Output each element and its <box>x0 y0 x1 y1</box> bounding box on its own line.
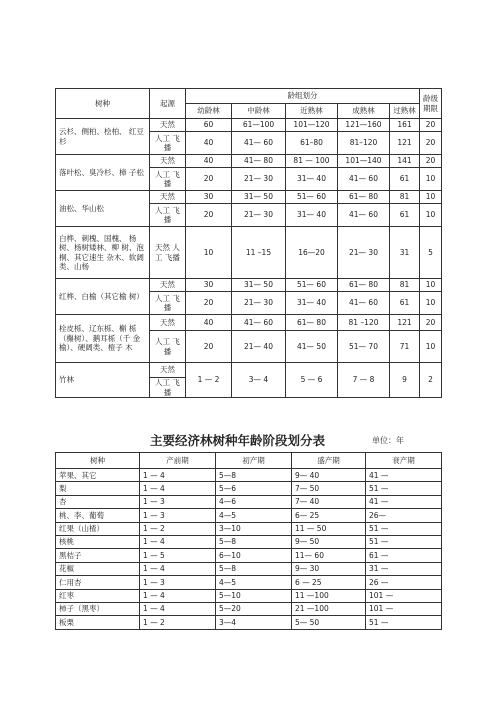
over-cell: 161 <box>390 119 420 132</box>
pre-production-cell: 1 — 4 <box>140 482 216 495</box>
near-cell: 61–80 <box>286 132 338 155</box>
over-cell: 61 <box>390 292 420 315</box>
near-cell: 61— 80 <box>286 315 338 331</box>
peak-production-cell: 6— 25 <box>292 509 366 522</box>
table-row <box>56 589 442 602</box>
tree-cell: 桃、李、葡萄 <box>56 509 140 522</box>
header-over: 过熟林 <box>390 104 420 119</box>
middle-cell: 3— 4 <box>232 363 286 398</box>
peak-production-cell: 6 — 25 <box>292 576 366 589</box>
tree-cell: 杏 <box>56 495 140 508</box>
species-cell: 云杉、侧柏、桧柏、 红豆杉 <box>56 119 150 155</box>
mature-cell: 7 — 8 <box>338 363 390 398</box>
table-row <box>56 315 442 331</box>
middle-cell: 41— 80 <box>232 155 286 168</box>
header-tree: 树种 <box>56 453 140 469</box>
table-row <box>56 509 442 522</box>
mature-cell: 81 –120 <box>338 315 390 331</box>
tree-cell: 柿子（黑枣） <box>56 602 140 615</box>
header-peak-production: 盛产期 <box>292 453 366 469</box>
peak-production-cell: 11 — 50 <box>292 522 366 535</box>
over-cell: 141 <box>390 155 420 168</box>
level-cell: 20 <box>420 155 442 168</box>
over-cell: 121 <box>390 315 420 331</box>
table-row <box>56 522 442 535</box>
young-cell: 30 <box>186 191 232 204</box>
table2-body <box>56 469 442 630</box>
peak-production-cell: 11— 60 <box>292 549 366 562</box>
middle-cell: 21— 30 <box>232 204 286 227</box>
species-cell: 白桦、刺槐、国槐、 杨树、杨树矮林、柳 树、泡桐、其它速生 杂木、软阔类、山杨 <box>56 227 150 279</box>
over-cell: 61 <box>390 204 420 227</box>
level-cell: 20 <box>420 132 442 155</box>
declining-production-cell: 26 — <box>366 576 442 589</box>
pre-production-cell: 1 — 3 <box>140 495 216 508</box>
header-initial-production: 初产期 <box>216 453 292 469</box>
species-cell: 油松、华山松 <box>56 191 150 227</box>
table-row <box>56 616 442 629</box>
header-near: 近熟林 <box>286 104 338 119</box>
initial-production-cell: 5—10 <box>216 589 292 602</box>
mature-cell: 61— 80 <box>338 191 390 204</box>
initial-production-cell: 5—6 <box>216 482 292 495</box>
mature-cell: 61— 80 <box>338 279 390 292</box>
young-cell: 40 <box>186 315 232 331</box>
economic-forest-table <box>55 452 442 630</box>
level-cell: 10 <box>420 191 442 204</box>
declining-production-cell: 31 — <box>366 562 442 575</box>
table-row <box>56 482 442 495</box>
young-cell: 10 <box>186 227 232 279</box>
peak-production-cell: 5— 50 <box>292 616 366 629</box>
table-row <box>56 549 442 562</box>
young-cell: 20 <box>186 168 232 191</box>
table2-unit: 单位：年 <box>372 436 404 445</box>
middle-cell: 31— 50 <box>232 279 286 292</box>
initial-production-cell: 5—8 <box>216 562 292 575</box>
pre-production-cell: 1 — 3 <box>140 509 216 522</box>
mature-cell: 51— 70 <box>338 331 390 363</box>
table-row <box>56 469 442 482</box>
pre-production-cell: 1 — 4 <box>140 562 216 575</box>
level-cell: 10 <box>420 279 442 292</box>
tree-cell: 梨 <box>56 482 140 495</box>
pre-production-cell: 1 — 4 <box>140 589 216 602</box>
mature-cell: 121—160 <box>338 119 390 132</box>
over-cell: 31 <box>390 227 420 279</box>
declining-production-cell: 51 — <box>366 522 442 535</box>
initial-production-cell: 5—20 <box>216 602 292 615</box>
pre-production-cell: 1 — 4 <box>140 535 216 548</box>
young-cell: 40 <box>186 155 232 168</box>
origin-cell: 天然 <box>150 155 186 168</box>
tree-cell: 核桃 <box>56 535 140 548</box>
over-cell: 61 <box>390 168 420 191</box>
origin-cell: 天然 <box>150 191 186 204</box>
tree-cell: 红果（山楂） <box>56 522 140 535</box>
declining-production-cell: 51 — <box>366 616 442 629</box>
initial-production-cell: 5—8 <box>216 469 292 482</box>
table-row <box>56 562 442 575</box>
pre-production-cell: 1 — 5 <box>140 549 216 562</box>
near-cell: 31— 40 <box>286 204 338 227</box>
origin-cell: 天然 <box>150 119 186 132</box>
initial-production-cell: 3—10 <box>216 522 292 535</box>
young-cell: 20 <box>186 331 232 363</box>
near-cell: 31— 40 <box>286 168 338 191</box>
peak-production-cell: 11 —100 <box>292 589 366 602</box>
level-cell: 10 <box>420 168 442 191</box>
level-cell: 2 <box>420 363 442 398</box>
origin-cell: 天然 <box>150 279 186 292</box>
declining-production-cell: 51 — <box>366 482 442 495</box>
tree-cell: 仁用杏 <box>56 576 140 589</box>
mature-cell: 41— 60 <box>338 168 390 191</box>
initial-production-cell: 4—5 <box>216 576 292 589</box>
tree-cell: 黑桔子 <box>56 549 140 562</box>
table2-title: 主要经济林树种年龄阶段划分表 <box>150 433 326 448</box>
tree-cell: 板栗 <box>56 616 140 629</box>
young-cell: 20 <box>186 292 232 315</box>
species-cell: 红桦、白榆（其它榆 树） <box>56 279 150 315</box>
origin-cell: 天然 <box>150 363 186 378</box>
table-row <box>56 119 442 132</box>
header-species: 树种 <box>56 89 150 119</box>
middle-cell: 21— 30 <box>232 292 286 315</box>
header-mature: 成熟林 <box>338 104 390 119</box>
initial-production-cell: 4—5 <box>216 509 292 522</box>
young-cell: 60 <box>186 119 232 132</box>
mature-cell: 101—140 <box>338 155 390 168</box>
mature-cell: 41— 60 <box>338 292 390 315</box>
pre-production-cell: 1 — 4 <box>140 602 216 615</box>
origin-cell: 天然 人工 飞播 <box>150 227 186 279</box>
table-row <box>56 535 442 548</box>
peak-production-cell: 9— 30 <box>292 562 366 575</box>
table-row <box>56 227 442 279</box>
origin-cell: 人工 飞播 <box>150 331 186 363</box>
peak-production-cell: 9— 40 <box>292 469 366 482</box>
initial-production-cell: 4—6 <box>216 495 292 508</box>
table-row <box>56 191 442 204</box>
peak-production-cell: 7— 40 <box>292 495 366 508</box>
young-cell: 20 <box>186 204 232 227</box>
young-cell: 40 <box>186 132 232 155</box>
middle-cell: 21— 40 <box>232 331 286 363</box>
header-declining-production: 衰产期 <box>366 453 442 469</box>
declining-production-cell: 101 — <box>366 602 442 615</box>
initial-production-cell: 3—4 <box>216 616 292 629</box>
middle-cell: 31— 50 <box>232 191 286 204</box>
level-cell: 10 <box>420 292 442 315</box>
over-cell: 9 <box>390 363 420 398</box>
origin-cell: 人工 飞播 <box>150 132 186 155</box>
header-pre-production: 产前期 <box>140 453 216 469</box>
age-group-table <box>55 88 442 398</box>
pre-production-cell: 1 — 4 <box>140 469 216 482</box>
level-cell: 10 <box>420 331 442 363</box>
near-cell: 51— 60 <box>286 279 338 292</box>
tree-cell: 苹果、其它 <box>56 469 140 482</box>
near-cell: 5 — 6 <box>286 363 338 398</box>
near-cell: 51— 60 <box>286 191 338 204</box>
middle-cell: 11 –15 <box>232 227 286 279</box>
level-cell: 20 <box>420 119 442 132</box>
level-cell: 5 <box>420 227 442 279</box>
over-cell: 71 <box>390 331 420 363</box>
over-cell: 121 <box>390 132 420 155</box>
young-cell: 1 — 2 <box>186 363 232 398</box>
table-row <box>56 279 442 292</box>
mature-cell: 81–120 <box>338 132 390 155</box>
level-cell: 10 <box>420 204 442 227</box>
origin-cell: 天然 <box>150 315 186 331</box>
pre-production-cell: 1 — 3 <box>140 576 216 589</box>
species-cell: 竹林 <box>56 363 150 398</box>
table-row <box>56 495 442 508</box>
header-middle: 中龄林 <box>232 104 286 119</box>
table-row <box>56 363 442 378</box>
declining-production-cell: 101 — <box>366 589 442 602</box>
initial-production-cell: 6—10 <box>216 549 292 562</box>
origin-cell: 人工 飞播 <box>150 292 186 315</box>
species-cell: 栓皮栎、辽东栎、槲 栎（槲树）、鹅耳栎（千 金榆）、硬阔类、榿子 木 <box>56 315 150 363</box>
middle-cell: 41— 60 <box>232 315 286 331</box>
near-cell: 16—20 <box>286 227 338 279</box>
declining-production-cell: 51 — <box>366 535 442 548</box>
table-row <box>56 155 442 168</box>
declining-production-cell: 26— <box>366 509 442 522</box>
header-young: 幼龄林 <box>186 104 232 119</box>
over-cell: 81 <box>390 191 420 204</box>
pre-production-cell: 1 — 2 <box>140 616 216 629</box>
tree-cell: 红枣 <box>56 589 140 602</box>
declining-production-cell: 41 — <box>366 495 442 508</box>
declining-production-cell: 41 — <box>366 469 442 482</box>
initial-production-cell: 5—8 <box>216 535 292 548</box>
young-cell: 30 <box>186 279 232 292</box>
peak-production-cell: 7— 50 <box>292 482 366 495</box>
middle-cell: 61—100 <box>232 119 286 132</box>
mature-cell: 41— 60 <box>338 204 390 227</box>
near-cell: 41— 50 <box>286 331 338 363</box>
origin-cell: 人工 飞播 <box>150 204 186 227</box>
origin-cell: 人工 飞播 <box>150 168 186 191</box>
near-cell: 101—120 <box>286 119 338 132</box>
declining-production-cell: 61 — <box>366 549 442 562</box>
pre-production-cell: 1 — 2 <box>140 522 216 535</box>
species-cell: 落叶松、臭冷杉、樟 子松 <box>56 155 150 191</box>
level-cell: 20 <box>420 315 442 331</box>
mature-cell: 21— 30 <box>338 227 390 279</box>
header-age-group: 龄组划分 <box>186 89 420 104</box>
middle-cell: 21— 30 <box>232 168 286 191</box>
tree-cell: 花椒 <box>56 562 140 575</box>
over-cell: 81 <box>390 279 420 292</box>
near-cell: 31— 40 <box>286 292 338 315</box>
near-cell: 81 — 100 <box>286 155 338 168</box>
peak-production-cell: 9— 50 <box>292 535 366 548</box>
table-row <box>56 602 442 615</box>
table-row <box>56 576 442 589</box>
header-origin: 起源 <box>150 89 186 119</box>
header-level: 龄级期限 <box>420 89 442 119</box>
origin-cell: 人工 飞播 <box>150 378 186 398</box>
peak-production-cell: 21 —100 <box>292 602 366 615</box>
middle-cell: 41— 60 <box>232 132 286 155</box>
